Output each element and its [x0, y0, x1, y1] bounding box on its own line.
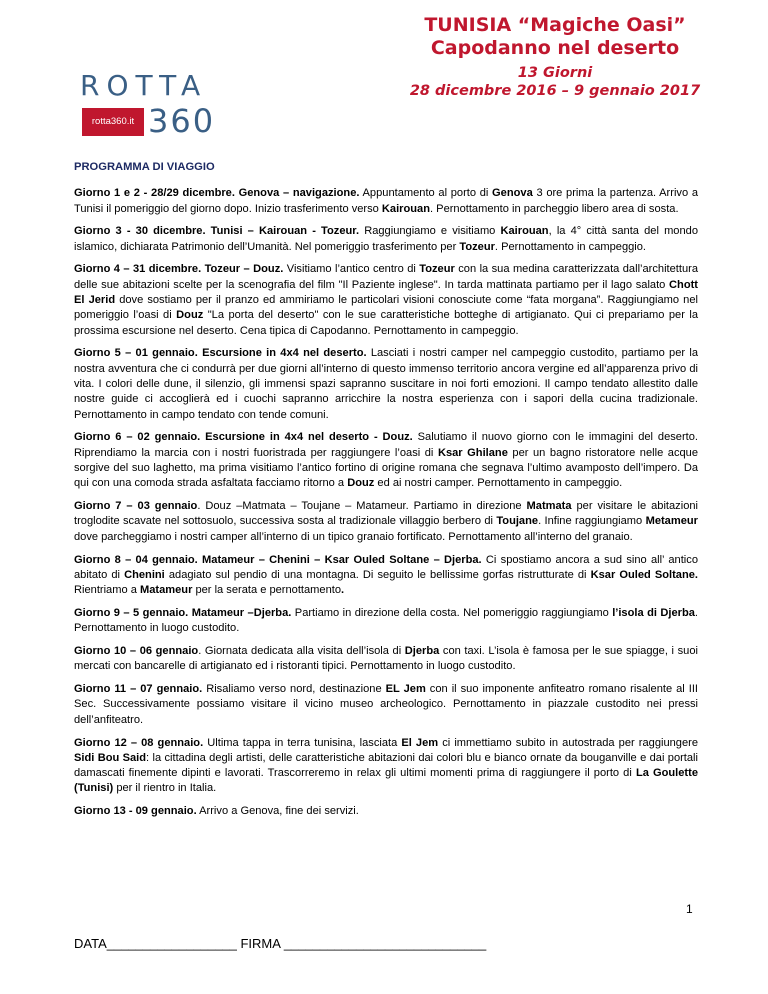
day-text-bold: Giorno 11 – 07 gennaio.: [74, 683, 203, 696]
program-heading: PROGRAMMA DI VIAGGIO: [74, 161, 215, 173]
day-text: dove parcheggiamo i nostri camper all’interno di un tipico granaio fortificato. Pernottamento all’interno del granaio.: [74, 530, 633, 543]
day-text: , la 4° città santa del mondo islamico, dichiarata Patrimonio dell’Umanità. Nel pomeriggio trasferimento per: [74, 225, 698, 253]
day-text-bold: Giorno 1 e 2 - 28/29 dicembre. Genova – navigazione.: [74, 187, 360, 200]
day-text: per un bagno ristoratore nelle acque sorgive del suo laghetto, ma prima visitiamo l’antico fortino di origine romana che segnava l’ultimo avamposto dell’impero. Da qui con una comoda strada asfaltata facciamo ritorno a: [74, 446, 699, 490]
day-text-bold: Genova: [492, 187, 533, 200]
day-paragraph: [74, 262, 698, 338]
day-text-bold: .: [341, 584, 345, 597]
rotta360-logo: [78, 70, 214, 138]
day-text-bold: La Goulette (Tunisi): [74, 767, 698, 795]
day-text-bold: Djerba: [404, 645, 440, 658]
trip-dates: 28 dicembre 2016 – 9 gennaio 2017: [409, 83, 701, 99]
day-text-bold: Tozeur: [459, 240, 495, 253]
day-text: adagiato sul pendio di una montagna. Di seguito le bellissime gorfas ristrutturate di: [164, 568, 591, 581]
day-text: con taxi. L’isola è famosa per le sue spiagge, i suoi mercati con bancarelle di artigianato ed i ristoranti tipici. Pernottamento in luogo custodito.: [74, 645, 698, 673]
day-text: . Pernottamento in campeggio.: [494, 240, 647, 253]
program-content: [74, 160, 698, 827]
day-text-bold: EL Jem: [385, 683, 426, 696]
day-text-bold: Ksar Ghilane: [437, 446, 508, 459]
day-paragraph: [74, 553, 698, 599]
day-text: dove sostiamo per il pranzo ed ammiriamo le particolari visioni conosciute come “fata morgana”. Raggiungiamo nel pomeriggio l’oasi di: [74, 294, 698, 322]
day-text-bold: Douz: [176, 309, 204, 322]
day-text: Arrivo a Genova, fine dei servizi.: [196, 805, 359, 818]
day-text-bold: Toujane: [496, 515, 539, 528]
day-text-bold: Giorno 4 – 31 dicembre. Tozeur – Douz.: [74, 263, 284, 276]
day-paragraph: [74, 804, 698, 819]
day-text-bold: Giorno 10 – 06 gennaio: [74, 645, 199, 658]
day-paragraph: [74, 606, 698, 637]
day-text-bold: l’isola di Djerba: [612, 606, 695, 619]
day-text: 3 ore prima la partenza. Arrivo a Tunisi il pomeriggio del giorno dopo. Inizio trasferimento verso: [74, 187, 698, 215]
trip-duration: 13 Giorni: [517, 65, 593, 81]
day-text: ed ai nostri camper. Pernottamento in campeggio.: [374, 477, 623, 490]
day-text: . Douz –Matmata – Toujane – Matameur. Partiamo in direzione: [197, 500, 527, 513]
day-text-bold: Kairouan: [500, 225, 549, 238]
day-text: : la cittadina degli artisti, delle caratteristiche abitazioni dai colori blu e bianco ornate da bouganville e dai portali damascati finemente dipinti e lavorati. Trascorreremo in relax gli ultimi momenti prima di raggiungere il porto di: [74, 751, 698, 780]
day-text-bold: Matmata: [526, 500, 572, 513]
day-paragraph: [74, 499, 698, 545]
day-text: con la sua medina caratterizzata dall’architettura delle sue abitazioni scelte per la scenografia del film "Il Paziente inglese". In tarda mattinata partiamo per il lago salato: [74, 263, 698, 291]
day-text: Raggiungiamo e visitiamo: [359, 225, 501, 238]
logo-site-badge: rotta360.it: [82, 108, 144, 136]
day-text: Ci spostiamo ancora a sud sino all’ antico abitato di: [74, 553, 698, 581]
day-text-bold: Giorno 7 – 03 gennaio: [74, 500, 198, 513]
day-text-bold: Tozeur: [419, 263, 455, 276]
day-text: con il suo imponente anfiteatro romano risalente al III Sec. Successivamente possiamo visitare il vicino museo archeologico. Pernottamento in piazzale custodito nei pressi dell’anfiteatro.: [74, 683, 698, 726]
day-text-bold: Giorno 5 – 01 gennaio. Escursione in 4x4 nel deserto.: [74, 347, 367, 360]
logo-number: 360: [148, 102, 216, 140]
day-paragraph: [74, 682, 698, 728]
day-text: . Infine raggiungiamo: [538, 515, 646, 528]
trip-subtitle: Capodanno nel deserto: [430, 37, 680, 59]
day-text: Partiamo in direzione della costa. Nel pomeriggio raggiungiamo: [291, 606, 613, 619]
day-text-bold: Chott El Jerid: [74, 278, 698, 307]
day-text: Appuntamento al porto di: [359, 187, 493, 200]
day-text-bold: Giorno 13 - 09 gennaio.: [74, 805, 197, 818]
day-text: per il rientro in Italia.: [113, 782, 217, 795]
day-text: Ultima tappa in terra tunisina, lasciata: [203, 736, 402, 749]
program-days: [74, 186, 698, 819]
day-text-bold: Kairouan: [381, 202, 430, 215]
day-text-bold: Giorno 8 – 04 gennaio. Matameur – Chenini – Ksar Ouled Soltane – Djerba.: [74, 553, 482, 566]
day-text: ci immettiamo subito in autostrada per raggiungere: [438, 736, 698, 749]
page-number: 1: [686, 902, 693, 916]
day-text: Risaliamo verso nord, destinazione: [202, 683, 386, 696]
day-text: "La porta del deserto" con le sue caratteristiche botteghe di artigianato. Qui ci prepariamo per la prossima escursione nel deserto. Cena tipica di Capodanno. Pernottamento in campeggio.: [74, 309, 698, 337]
day-text: Salutiamo il nuovo giorno con le immagini del deserto. Riprendiamo la marcia con i nostri fuoristrada per raggiungere l’oasi di: [74, 431, 698, 459]
day-text-bold: Metameur: [645, 515, 698, 528]
day-text-bold: El Jem: [401, 736, 439, 749]
day-paragraph: [74, 736, 698, 797]
day-text-bold: Sidi Bou Said: [74, 751, 147, 764]
day-text-bold: Chenini: [124, 568, 165, 581]
day-text-bold: Giorno 9 – 5 gennaio. Matameur –Djerba.: [74, 606, 292, 619]
day-text-bold: Ksar Ouled Soltane.: [590, 568, 699, 581]
day-paragraph: [74, 644, 698, 675]
day-text: per la serata e pernottamento: [192, 584, 342, 597]
day-text: . Giornata dedicata alla visita dell’isola di: [198, 645, 405, 658]
day-paragraph: [74, 346, 698, 422]
document-header: [390, 14, 720, 100]
day-text-bold: Giorno 12 – 08 gennaio.: [74, 736, 204, 749]
day-text: Visitiamo l’antico centro di: [283, 263, 420, 276]
day-text-bold: Giorno 6 – 02 gennaio. Escursione in 4x4 nel deserto - Douz.: [74, 431, 413, 444]
signature-line: DATA__________________ FIRMA ____________________________: [74, 936, 487, 951]
day-text-bold: Matameur: [139, 584, 193, 597]
day-paragraph: [74, 224, 698, 255]
day-text: . Pernottamento in luogo custodito.: [74, 606, 699, 635]
day-text-bold: Douz: [347, 477, 375, 490]
day-paragraph: [74, 430, 698, 491]
trip-title: TUNISIA “Magiche Oasi”: [424, 14, 686, 36]
day-text: Rientriamo a: [74, 584, 140, 597]
day-text: . Pernottamento in parcheggio libero area di sosta.: [430, 202, 679, 215]
day-paragraph: [74, 186, 698, 217]
day-text: per visitare le abitazioni troglodite scavate nel sottosuolo, successiva sosta al tradizionale villaggio berbero di: [74, 500, 698, 528]
logo-word: ROTTA: [80, 69, 208, 102]
day-text: Lasciati i nostri camper nel campeggio custodito, partiamo per la nostra avventura che ci condurrà per due giorni all’interno di questo immenso territorio ancora vergine ed all’apparenza privo di vita. I colori delle dune, il silenzio, gli immensi spazi sapranno suscitare in noi forti emozioni. Il campo tendato allestito dalle nostre guide ci accoglierà ed i cuochi sapranno arricchire la nostra esperienza con i sapori della cucina tradizionale. Pernottamento in campo tendato con tende comuni.: [74, 347, 698, 421]
day-text-bold: Giorno 3 - 30 dicembre. Tunisi – Kairouan - Tozeur.: [74, 225, 360, 238]
